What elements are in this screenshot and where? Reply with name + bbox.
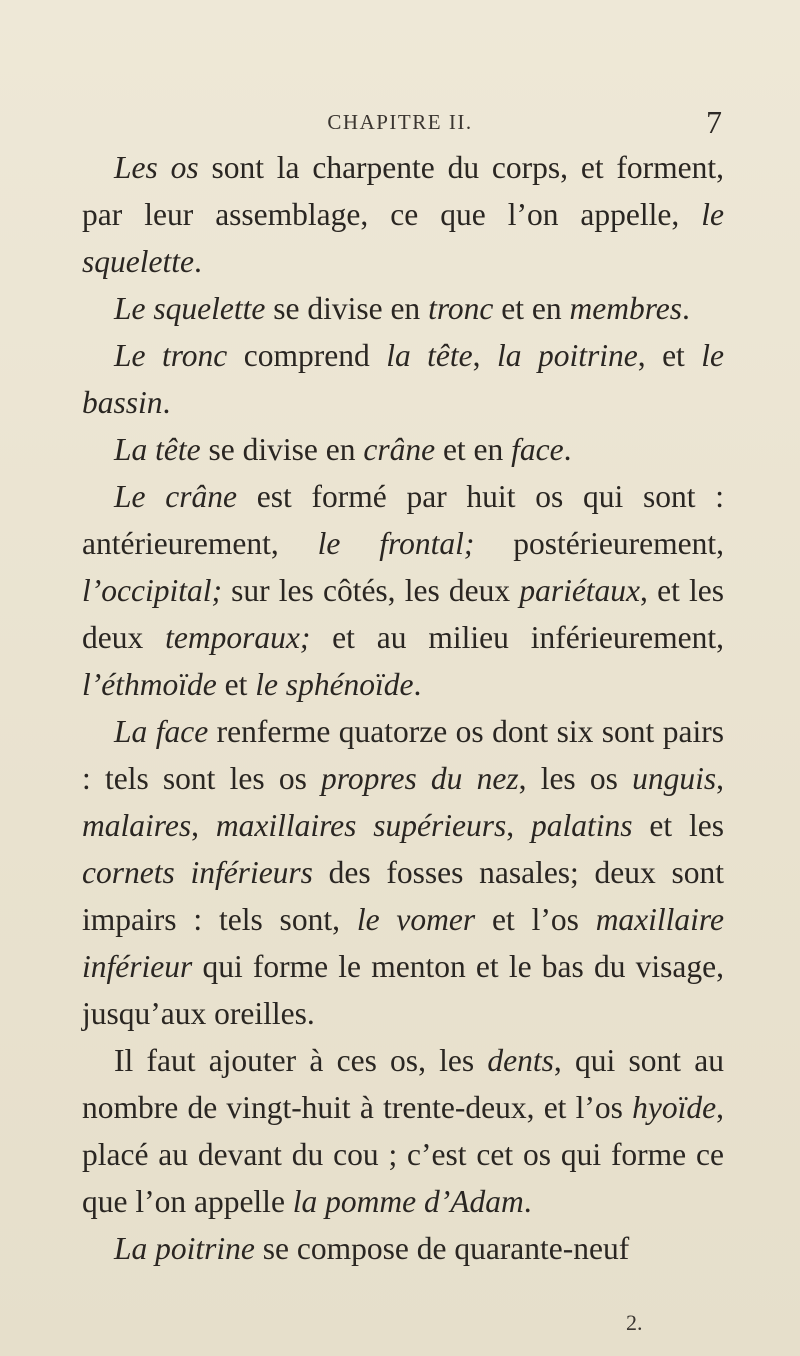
signature-mark: 2. [626,1310,643,1335]
text-run: , [472,338,498,373]
paragraph [82,1225,724,1272]
text-run: sont la charpente du corps, et forment, par leur assemblage, ce que l’on appelle, [82,150,724,232]
paragraph [82,708,724,1037]
text-run: , qui sont au nombre de vingt-huit à trente-deux, et l’os [82,1043,725,1125]
italic-term: crâne [363,432,436,467]
text-run: Il faut ajouter à ces os, les [114,1043,488,1078]
text-run: et [216,667,256,702]
text-run: renferme quatorze os dont six sont pairs : tels sont les os [82,714,725,796]
paragraph [82,144,724,285]
italic-term: palatins [531,808,633,843]
italic-term: hyoïde [632,1090,717,1125]
italic-term: membres [569,291,683,326]
body-text [82,144,724,1272]
italic-term: la poitrine [497,338,638,373]
text-run: comprend [227,338,387,373]
text-run: , et les deux [82,573,724,655]
italic-term: le bassin [82,338,725,420]
paragraph [82,1037,724,1225]
text-run: et les [632,808,725,843]
text-run: se compose de quarante-neuf [254,1231,630,1266]
italic-term: pariétaux [519,573,641,608]
text-run: qui forme le menton et le bas du visage, jusqu’aux oreilles. [82,949,724,1031]
paragraph [82,426,724,473]
italic-term: malaires [82,808,192,843]
text-run: se divise en [265,291,429,326]
italic-term: dents [487,1043,554,1078]
text-run: , et [637,338,702,373]
text-run: . [413,667,422,702]
page-number: 7 [706,104,722,140]
text-run: , [506,808,532,843]
italic-term: maxillaire inférieur [82,902,724,984]
text-run: et en [493,291,570,326]
text-run: postérieurement, [474,526,724,561]
italic-term: l’occipital; [82,573,222,608]
italic-term: tronc [428,291,494,326]
text-run: et en [435,432,512,467]
chapter-heading: CHAPITRE II. [327,110,473,134]
paragraph [82,473,724,708]
running-head [0,104,800,144]
italic-term: unguis [632,761,717,796]
text-run: , placé au devant du cou ; c’est cet os qui forme ce que l’on appelle [82,1090,724,1219]
text-run: et au milieu inférieurement, [310,620,724,655]
text-run: . [563,432,572,467]
italic-term: le vomer [356,902,476,937]
italic-term: Le squelette [114,291,266,326]
text-run: , [716,761,724,796]
paragraph [82,285,724,332]
italic-term: maxillaires supérieurs [215,808,507,843]
italic-term: le frontal; [317,526,475,561]
italic-term: le sphénoïde [255,667,414,702]
text-run: . [193,244,202,279]
italic-term: cornets inférieurs [82,855,313,890]
italic-term: La tête [114,432,201,467]
italic-term: Le crâne [114,479,237,514]
italic-term: le squelette [82,197,724,279]
text-run: . [523,1184,532,1219]
text-run: sur les côtés, les deux [221,573,520,608]
italic-term: La poitrine [114,1231,255,1266]
text-run: , [191,808,216,843]
text-run: . [162,385,171,420]
italic-term: La face [114,714,209,749]
italic-term: propres du nez [321,761,519,796]
paragraph [82,332,724,426]
text-run: est formé par huit os qui sont : antérieurement, [82,479,724,561]
italic-term: Le tronc [114,338,228,373]
text-run: se divise en [200,432,364,467]
italic-term: face [511,432,564,467]
text-run: , les os [518,761,633,796]
text-run: . [682,291,690,326]
italic-term: Les os [114,150,199,185]
text-run: et l’os [475,902,596,937]
text-run: des fosses nasales; deux sont impairs : tels sont, [82,855,724,937]
italic-term: temporaux; [165,620,311,655]
italic-term: la tête [386,338,473,373]
italic-term: l’éthmoïde [82,667,217,702]
italic-term: la pomme d’Adam [292,1184,524,1219]
